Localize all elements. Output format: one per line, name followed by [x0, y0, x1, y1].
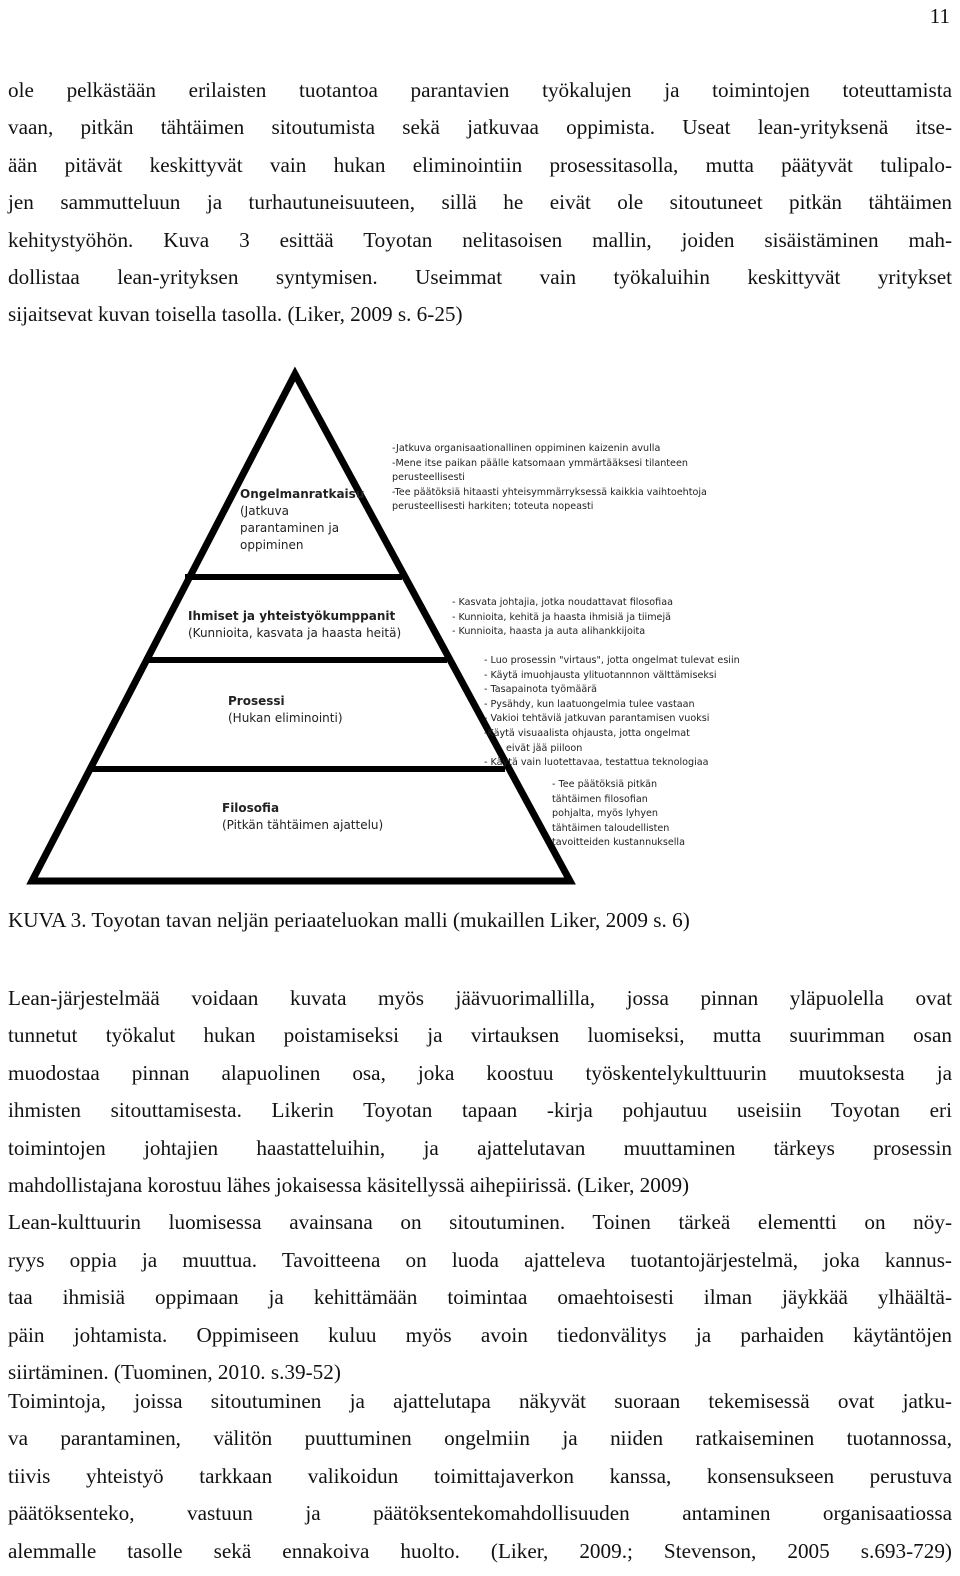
note-line: - Käytä vain luotettavaa, testattua teknologiaa: [484, 757, 709, 769]
text-line: päätöksenteko, vastuun ja päätöksentekomahdollisuuden antaminen organisaatiossa: [8, 1501, 952, 1526]
note-line: - Kunnioita, haasta ja auta alihankkijoita: [452, 626, 646, 638]
text-line: kehitystyöhön. Kuva 3 esittää Toyotan nelitasoisen mallin, joiden sisäistäminen mah-: [8, 227, 952, 252]
level-title: Filosofia: [222, 801, 280, 815]
text-line: toimintojen johtajien haastatteluihin, ja ajattelutavan muuttaminen tärkeys prosessin: [8, 1135, 952, 1160]
note-line: - Tee päätöksiä pitkän: [552, 779, 658, 790]
text-line: tiivis yhteistyö tarkkaan valikoidun toimittajaverkon kanssa, konsensukseen perustuva: [8, 1463, 952, 1488]
note-line: perusteellisesti: [392, 472, 465, 484]
level-people-partners: [188, 608, 401, 642]
text-line: sijaitsevat kuvan toisella tasolla. (Liker, 2009 s. 6-25): [8, 302, 463, 327]
note-line: -Tee päätöksiä hitaasti yhteisymmärryksessä kaikkia vaihtoehtoja: [392, 486, 707, 498]
text-line: ään pitävät keskittyvät vain hukan eliminointiin prosessitasolla, mutta päätyvät tulipalo-: [8, 152, 952, 177]
text-line: Lean-kulttuurin luomisessa avainsana on sitoutuminen. Toinen tärkeä elementti on nöy-: [8, 1210, 952, 1235]
note-line: -Mene itse paikan päälle katsomaan ymmärtääksesi tilanteen: [392, 457, 688, 469]
note-line: - Kunnioita, kehitä ja haasta ihmisiä ja tiimejä: [452, 611, 672, 623]
text-line: Toimintoja, joissa sitoutuminen ja ajattelutapa näkyvät suoraan tekemisessä ovat jatku-: [8, 1389, 952, 1413]
text-line: ole pelkästään erilaisten tuotantoa parantavien työkalujen ja toimintojen toteuttamista: [8, 78, 952, 102]
pyramid-figure: [0, 360, 960, 900]
level-subtitle: parantaminen ja: [240, 521, 340, 535]
notes-problem-solving: [392, 442, 707, 515]
text-line: jen sammutteluun ja turhautuneisuuteen, sillä he eivät ole sitoutuneet pitkän tähtäimen: [8, 190, 952, 215]
text-line: dollistaa lean-yrityksen syntymisen. Useimmat vain työkaluihin keskittyvät yritykset: [8, 265, 952, 290]
notes-people-partners: [452, 596, 673, 640]
note-line: - Vakioi tehtäviä jatkuvan parantamisen vuoksi: [484, 713, 710, 725]
text-line: mahdollistajana korostuu lähes jokaisessa käsitellyssä aihepiirissä. (Liker, 2009): [8, 1173, 690, 1198]
text-line: alemmalle tasolle sekä ennakoiva huolto. (Liker, 2009.; Stevenson, 2005 s.693-729): [8, 1538, 952, 1563]
text-line: siirtäminen. (Tuominen, 2010. s.39-52): [8, 1360, 341, 1385]
level-subtitle: (Hukan eliminointi): [228, 711, 343, 725]
note-line: tavoitteiden kustannuksella: [552, 837, 685, 849]
text-line: va parantaminen, välitön puuttuminen ongelmiin ja niiden ratkaiseminen tuotannossa,: [8, 1426, 952, 1451]
note-line: -Käytä visuaalista ohjausta, jotta ongelmat: [484, 727, 690, 739]
note-line: pohjalta, myös lyhyen: [552, 808, 659, 820]
figure-caption: KUVA 3. Toyotan tavan neljän periaateluokan malli (mukaillen Liker, 2009 s. 6): [8, 908, 690, 932]
notes-philosophy: [552, 778, 685, 851]
text-line: Lean-järjestelmää voidaan kuvata myös jäävuorimallilla, jossa pinnan yläpuolella ovat: [8, 986, 952, 1010]
note-line: - Tasapainota työmäärä: [484, 684, 598, 696]
text-line: tunnetut työkalut hukan poistamiseksi ja virtauksen luomiseksi, mutta suurimman osan: [8, 1023, 952, 1048]
level-title: Ihmiset ja yhteistyökumppanit: [188, 609, 396, 623]
note-line: - Kasvata johtajia, jotka noudattavat filosofiaa: [452, 597, 673, 608]
note-line: tähtäimen taloudellisten: [552, 822, 670, 834]
text-line: päin johtamista. Oppimiseen kuluu myös avoin tiedonvälitys ja parhaiden käytäntöjen: [8, 1322, 952, 1347]
note-line: tähtäimen filosofian: [552, 793, 648, 805]
note-line: eivät jää piiloon: [506, 742, 583, 754]
notes-process: [484, 654, 740, 771]
paragraph-1: [8, 72, 952, 334]
level-philosophy: [222, 800, 383, 834]
level-process: [228, 693, 343, 727]
level-subtitle: (Jatkuva: [240, 504, 289, 518]
paragraph-2: [8, 980, 952, 1391]
note-line: -Jatkuva organisaationallinen oppiminen kaizenin avulla: [392, 443, 661, 454]
page-number: 11: [929, 4, 950, 28]
paragraph-3: [8, 1383, 952, 1570]
level-subtitle: (Pitkän tähtäimen ajattelu): [222, 818, 384, 832]
level-subtitle: oppiminen: [240, 538, 304, 552]
text-line: vaan, pitkän tähtäimen sitoutumista sekä jatkuvaa oppimista. Useat lean-yrityksenä itse-: [8, 115, 952, 140]
level-title: Ongelmanratkaisu: [240, 487, 365, 501]
text-line: muodostaa pinnan alapuolinen osa, joka koostuu työskentelykulttuurin muutoksesta ja: [8, 1060, 952, 1085]
text-line: ihmisten sitouttamisesta. Likerin Toyotan tapaan -kirja pohjautuu useisiin Toyotan eri: [8, 1098, 952, 1123]
note-line: - Luo prosessin "virtaus", jotta ongelmat tulevat esiin: [484, 655, 740, 666]
note-line: perusteellisesti harkiten; toteuta nopeasti: [392, 501, 594, 513]
level-subtitle: (Kunnioita, kasvata ja haasta heitä): [188, 626, 402, 640]
level-problem-solving: [240, 486, 364, 554]
level-title: Prosessi: [228, 694, 285, 708]
note-line: - Käytä imuohjausta ylituotannnon välttämiseksi: [484, 669, 717, 681]
text-line: ryys oppia ja muuttua. Tavoitteena on luoda ajatteleva tuotantojärjestelmä, joka kannus-: [8, 1247, 952, 1272]
note-line: - Pysähdy, kun laatuongelmia tulee vastaan: [484, 698, 695, 710]
text-line: taa ihmisiä oppimaan ja kehittämään toimintaa omaehtoisesti ilman jäykkää ylhäältä-: [8, 1285, 952, 1310]
